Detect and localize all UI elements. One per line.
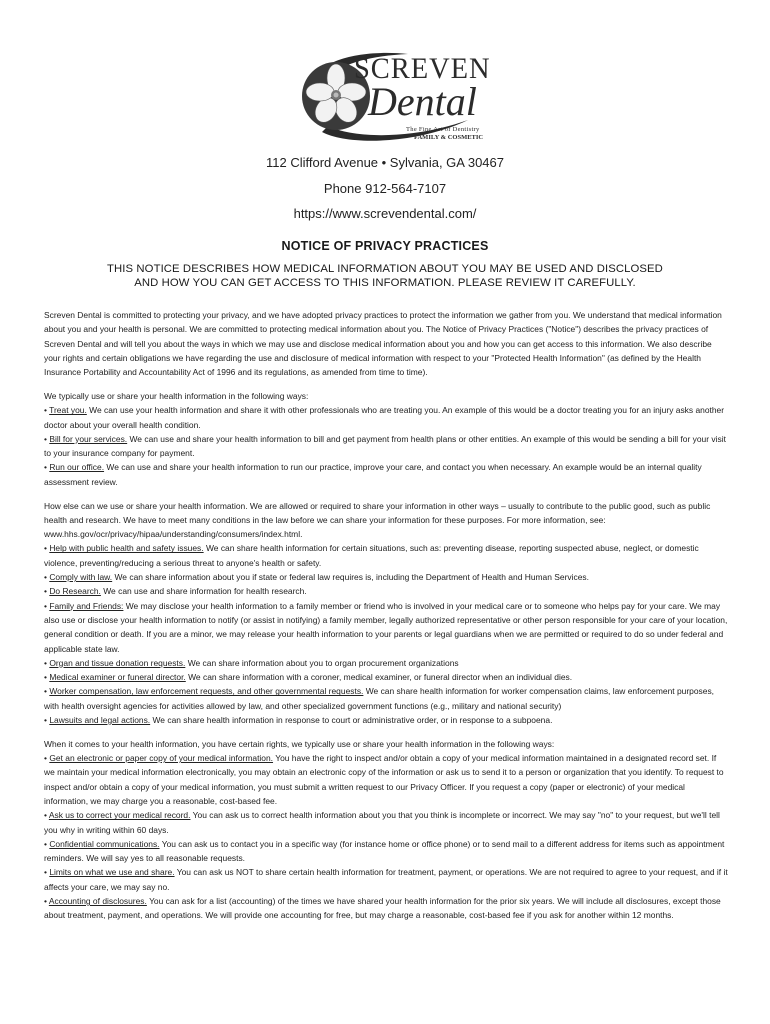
website-url: https://www.screvendental.com/ <box>293 206 477 221</box>
page-title: NOTICE OF PRIVACY PRACTICES <box>281 239 489 253</box>
logo-tagline-family: FAMILY & COSMETIC <box>414 134 484 141</box>
logo-name-screven: SCREVEN <box>354 52 491 85</box>
item-term: Accounting of disclosures. <box>48 896 147 907</box>
subtitle-line-1: THIS NOTICE DESCRIBES HOW MEDICAL INFORMATION ABOUT YOU MAY BE USED AND DISCLOSED <box>107 263 663 275</box>
item-text: We may disclose your health information to a family member or friend who is involved in your medical care or to someone who helps pay for your care. We may also use or disclose your health information to notify (or assist in notifying) a family member, legally authorized representative or other person responsible for your care of your location, general condition or death. If you are a minor, we may release your health information to your parents or legal guardians when we are permitted or required to do so under federal and applicable state law. <box>44 600 728 654</box>
item-term: Family and Friends: <box>49 600 124 611</box>
item-text: We can use your health information and share it with other professionals who are treating you. An example of this would be a doctor treating you for an injury asks another doctor about your overall health condition. <box>44 405 725 430</box>
list-item: • Bill for your services. We can use and share your health information to bill and get payment from health plans or other entities. An example of this would be sending a bill for your visit to your insurance company for payment. <box>44 433 726 459</box>
logo-name-dental: Dental <box>368 79 477 124</box>
screven-dental-logo <box>288 48 491 148</box>
other-uses-lead: How else can we use or share your health information. We are allowed or required to share your information in other ways – usually to contribute to the public good, such as public health and research. We have to meet many conditions in the law before we can share your information for these purposes. For more information, see: www.hhs.gov/ocr/privacy/hipaa/understanding/consumers/index.html. <box>44 500 711 540</box>
list-item: • Get an electronic or paper copy of your medical information. You have the right to inspect and/or obtain a copy of your medical information maintained in a designated record set. If we maintain your medical information electronically, you may obtain an electronic copy of the information or ask us to send it to a person or organization that you identify. To request to inspect and/or obtain a copy of your medical information, you must submit a written request to our Privacy Officer. If you request a copy (paper or electronic) of your medical information, we may charge you a reasonable, cost-based fee. <box>44 753 724 806</box>
rights-lead: When it comes to your health information, you have certain rights, we typically use or share your health information in the following ways: <box>44 738 555 749</box>
item-term: Medical examiner or funeral director. <box>49 672 186 683</box>
list-item: • Help with public health and safety issues. We can share health information for certain situations, such as: preventing disease, reporting suspected abuse, neglect, or domestic violence, preventing/reducing a serious threat to anyone's health or safety. <box>44 543 699 568</box>
item-text: We can share health information for certain situations, such as: preventing disease, reporting suspected abuse, neglect, or domestic violence, preventing/reducing a serious threat to anyone's health or safety. <box>44 543 699 568</box>
item-text: You can ask us NOT to share certain health information for treatment, payment, or operations. We are not required to agree to your request, and if it affects your care, we may say no. <box>44 867 728 892</box>
item-text: You can ask us to contact you in a specific way (for instance home or office phone) or to send mail to a different address for items such as appointment reminders. We will say yes to all reasonable requests. <box>44 838 725 864</box>
list-item: • Limits on what we use and share. You can ask us NOT to share certain health information for treatment, payment, or operations. We are not required to agree to your request, and if it affects your care, we may say no. <box>44 867 728 892</box>
page-subtitle <box>80 262 690 290</box>
item-text: We can share information with a coroner, medical examiner, or funeral director when an individual dies. <box>185 672 573 683</box>
item-text: You have the right to inspect and/or obtain a copy of your medical information maintained in a designated record set. If we maintain your medical information electronically, you may obtain an electronic copy of the information or ask us to send it to a person or organization that you identify. To request to inspect and/or obtain a copy of your medical information, you must submit a written request to our Privacy Officer. If you request a copy (paper or electronic) of your medical information, we may charge you a reasonable, cost-based fee. <box>44 753 724 806</box>
item-text: We can use and share information for health research. <box>100 586 307 597</box>
list-item: • Treat you. We can use your health information and share it with other professionals who are treating you. An example of this would be a doctor treating you for an injury asks another doctor about your overall health condition. <box>44 405 725 430</box>
item-term: Bill for your services. <box>49 433 128 444</box>
intro-paragraph: Screven Dental is committed to protecting your privacy, and we have adopted privacy practices to protect the information we gather from you. We understand that medical information about you and your health is personal. We are committed to protecting medical information about you. The Notice of Privacy Practices ("Notice") describes the privacy practices of Screven Dental and will tell you about the ways in which we may use and disclose medical information about you and how you can get access to this information. We also describe your rights and certain obligations we have regarding the use and disclosure of medical information with respect to your "Protected Health Information" (as defined by the Health Insurance Portability and Accountability Act of 1996 and its regulations, as amended from time to time). <box>44 310 722 378</box>
list-item: • Organ and tissue donation requests. We can share information about you to organ procurement organizations <box>44 657 459 668</box>
subtitle-line-2: AND HOW YOU CAN GET ACCESS TO THIS INFORMATION. PLEASE REVIEW IT CAREFULLY. <box>134 277 636 289</box>
rights-section <box>44 737 728 923</box>
notice-body <box>44 308 728 932</box>
list-item: • Ask us to correct your medical record. You can ask us to correct health information about you that you think is incomplete or incorrect. We may say "no" to your request, but we'll tell you why in writing within 60 days. <box>44 810 720 835</box>
item-term: Run our office. <box>49 462 105 473</box>
item-text: We can share health information for worker compensation claims, law enforcement purposes, with health oversight agencies for activities allowed by law, and other specialized government functions (e.g., military and national security) <box>44 686 715 711</box>
list-item: • Family and Friends: We may disclose your health information to a family member or friend who is involved in your medical care or to someone who helps pay for your care. We may also use or disclose your health information to notify (or assist in notifying) a family member, legally authorized representative or other person responsible for your care of your location, general condition or death. If you are a minor, we may release your health information to your parents or legal guardians when we are permitted or required to do so under federal and applicable state law. <box>44 600 728 654</box>
item-term: Get an electronic or paper copy of your medical information. <box>49 753 274 764</box>
item-text: We can use and share your health information to bill and get payment from health plans or other entities. An example of this would be sending a bill for your visit to your insurance company for payment. <box>44 433 726 459</box>
item-term: Ask us to correct your medical record. <box>48 810 191 821</box>
item-term: Worker compensation, law enforcement requests, and other governmental requests. <box>49 686 364 697</box>
list-item: • Medical examiner or funeral director. We can share information with a coroner, medical examiner, or funeral director when an individual dies. <box>44 672 573 683</box>
item-text: We can share information about you to organ procurement organizations <box>185 657 459 668</box>
list-item: • Accounting of disclosures. You can ask for a list (accounting) of the times we have shared your health information for the prior six years. We will include all disclosures, except those about treatment, payment, and operations. We will provide one accounting for free, but may charge a reasonable, cost-based fee if you ask for another within 12 months. <box>44 896 721 921</box>
item-text: We can share health information in response to court or administrative order, or in response to a subpoena. <box>150 715 553 726</box>
list-item: • Confidential communications. You can ask us to contact you in a specific way (for instance home or office phone) or to send mail to a different address for items such as appointment reminders. We will say yes to all reasonable requests. <box>44 838 725 864</box>
item-term: Limits on what we use and share. <box>49 867 175 878</box>
logo-tagline: The Fine Art of Dentistry <box>406 126 480 133</box>
uses-lead: We typically use or share your health information in the following ways: <box>44 390 309 401</box>
phone-number: Phone 912-564-7107 <box>323 181 447 196</box>
uses-section <box>44 389 728 489</box>
item-text: You can ask us to correct health information about you that you think is incomplete or incorrect. We may say "no" to your request, but we'll tell you why in writing within 60 days. <box>44 810 720 835</box>
item-text: We can share information about you if state or federal law requires is, including the Department of Health and Human Services. <box>112 572 589 583</box>
item-text: We can use and share your health information to run our practice, improve your care, and contact you when necessary. An example would be an internal quality assessment review. <box>44 462 702 487</box>
street-address: 112 Clifford Avenue • Sylvania, GA 30467 <box>266 155 504 170</box>
list-item: • Comply with law. We can share information about you if state or federal law requires is, including the Department of Health and Human Services. <box>44 572 589 583</box>
item-term: Organ and tissue donation requests. <box>49 657 186 668</box>
item-term: Treat you. <box>49 405 87 416</box>
item-text: You can ask for a list (accounting) of the times we have shared your health information for the prior six years. We will include all disclosures, except those about treatment, payment, and operations. We will provide one accounting for free, but may charge a reasonable, cost-based fee if you ask for another within 12 months. <box>44 896 721 921</box>
list-item: • Run our office. We can use and share your health information to run our practice, improve your care, and contact you when necessary. An example would be an internal quality assessment review. <box>44 462 702 487</box>
other-uses-section <box>44 499 728 728</box>
list-item: • Lawsuits and legal actions. We can share health information in response to court or administrative order, or in response to a subpoena. <box>44 715 553 726</box>
item-term: Lawsuits and legal actions. <box>49 715 151 726</box>
list-item: • Do Research. We can use and share information for health research. <box>44 586 307 597</box>
item-term: Confidential communications. <box>49 838 160 849</box>
item-term: Comply with law. <box>49 572 113 583</box>
list-item: • Worker compensation, law enforcement requests, and other governmental requests. We can share health information for worker compensation claims, law enforcement purposes, with health oversight agencies for activities allowed by law, and other specialized government functions (e.g., military and national security) <box>44 686 715 711</box>
item-term: Do Research. <box>49 586 101 597</box>
item-term: Help with public health and safety issues. <box>49 543 204 554</box>
